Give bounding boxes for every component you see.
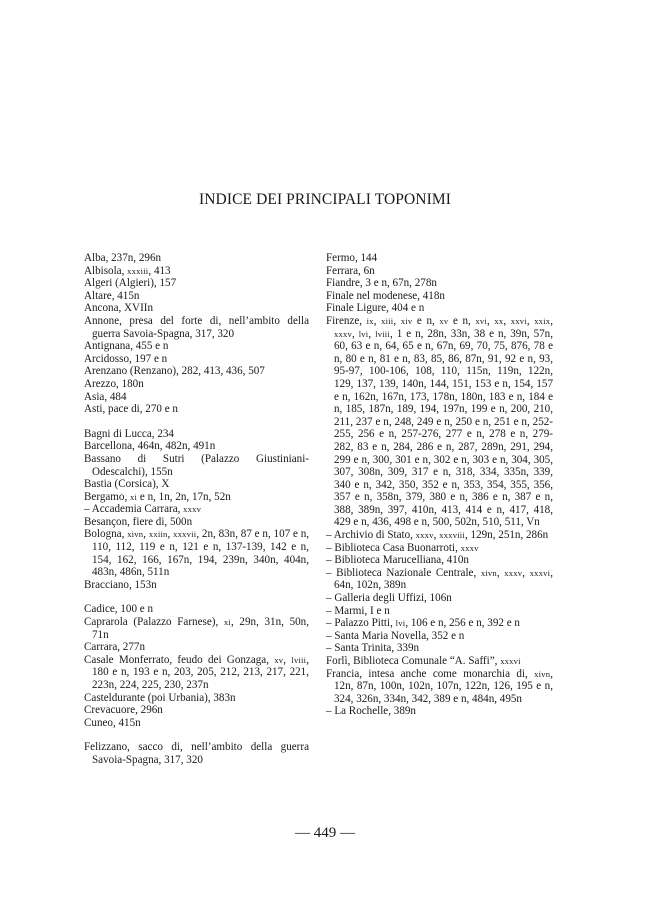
index-entry: Bologna, xivn, xxiin, xxxvii, 2n, 83n, 87 e n, 107 e n, 110, 112, 119 e n, 121 e n, 137-139, 142 e n, 154, 162, 166, 167n, 194, 239n, 340n, 404n, 483n, 486n, 511n (84, 528, 310, 579)
index-entry: Asia, 484 (84, 390, 127, 403)
index-entry: Arcidosso, 197 e n (84, 352, 168, 365)
index-entry: – Archivio di Stato, xxxv, xxxviii, 129n, 251n, 286n (326, 529, 549, 542)
index-entry: – La Rochelle, 389n (326, 705, 416, 718)
index-entry: Fermo, 144 (326, 252, 378, 264)
index-group-spacer (84, 416, 309, 428)
page-number: — 449 — (295, 825, 355, 841)
index-entry: Cadice, 100 e n (84, 603, 154, 616)
index-entry: Casale Monferrato, feudo dei Gonzaga, xv, lviii, 180 e n, 193 e n, 203, 205, 212, 213, 217, 221, 223n, 224, 225, 230, 237n (84, 653, 309, 691)
index-entry: Casteldurante (poi Urbania), 383n (84, 691, 236, 704)
index-entry: – Galleria degli Uffizi, 106n (326, 592, 452, 605)
index-entry: Finale Ligure, 404 e n (326, 302, 425, 315)
index-entry: Albisola, xxxiii, 413 (84, 264, 171, 277)
index-entry: Francia, intesa anche come monarchia di, xivn, 12n, 87n, 100n, 102n, 107n, 122n, 126, 195 e n, 324, 326n, 334n, 342, 389 e n, 484n, 495n (326, 667, 553, 705)
index-entry: Felizzano, sacco di, nell’ambito della guerra Savoia-Spagna, 317, 320 (84, 741, 309, 766)
index-entry: Annone, presa del forte di, nell’ambito della guerra Savoia-Spagna, 317, 320 (84, 314, 309, 340)
index-entry: Crevacuore, 296n (84, 704, 163, 717)
index-entry: – Santa Trinita, 339n (326, 642, 420, 655)
index-entry: Carrara, 277n (84, 641, 145, 654)
index-entry: Asti, pace di, 270 e n (84, 403, 178, 416)
index-group-spacer (84, 729, 309, 741)
index-column-right (326, 252, 553, 718)
index-entry: Bassano di Sutri (Palazzo Giustiniani-Odescalchi), 155n (84, 452, 309, 478)
index-entry: Fiandre, 3 e n, 67n, 278n (326, 277, 437, 290)
index-entry: Arezzo, 180n (84, 377, 144, 390)
index-entry: Caprarola (Palazzo Farnese), xi, 29n, 31n, 50n, 71n (84, 616, 309, 641)
index-entry: Altare, 415n (84, 289, 140, 302)
index-entry: Bergamo, xi e n, 1n, 2n, 17n, 52n (84, 490, 231, 503)
index-entry: Arenzano (Renzano), 282, 413, 436, 507 (84, 365, 265, 378)
index-entry: Cuneo, 415n (84, 716, 141, 729)
index-entry: Bracciano, 153n (84, 578, 157, 591)
index-entry: – Palazzo Pitti, lvi, 106 e n, 256 e n, 392 e n (326, 617, 520, 630)
index-entry: Ancona, XVIIn (84, 302, 154, 315)
index-entry: Besançon, fiere di, 500n (84, 515, 193, 528)
index-entry: – Marmi, I e n (326, 604, 390, 617)
index-entry: – Accademia Carrara, xxxv (84, 503, 202, 516)
index-entry: – Santa Maria Novella, 352 e n (326, 629, 465, 642)
index-entry: Alba, 237n, 296n (84, 252, 162, 264)
index-entry: Finale nel modenese, 418n (326, 289, 445, 302)
index-group-spacer (84, 591, 309, 603)
index-entry: Bastia (Corsica), X (84, 478, 170, 491)
index-entry: – Biblioteca Marucelliana, 410n (326, 554, 469, 567)
index-entry: Bagni di Lucca, 234 (84, 427, 174, 440)
index-entry: Forlì, Biblioteca Comunale “A. Saffi”, xxxvi (326, 655, 521, 667)
index-entry: – Biblioteca Casa Buonarroti, xxxv (326, 541, 479, 554)
page-title: INDICE DEI PRINCIPALI TOPONIMI (198, 191, 451, 208)
index-entry: Barcellona, 464n, 482n, 491n (84, 440, 216, 453)
index-column-left (84, 252, 309, 767)
index-entry: Firenze, ix, xiii, xiv e n, xv e n, xvi, xx, xxvi, xxix, xxxv, lvi, lviii, 1 e n, 28n, 33n, 38 e n, 39n, 57n, 60, 63 e n, 64, 65 e n, 67n, 69, 70, 75, 876, 78 e n, 80 e n, 81 e n, 83, 85, 86, 87n, 91, 92 e n, 93, 95-97, 100-106, 108, 110, 115n, 119n, 122n, 129, 137, 139, 140n, 144, 151, 153 e n, 154, 157 e n, 162n, 167n, 173, 178n, 180n, 183 e n, 184 e n, 185, 187n, 189, 194, 197n, 199 e n, 200, 210, 211, 237 e n, 248, 249 e n, 250 e n, 251 e n, 252-255, 256 e n, 257-276, 277 e n, 278 e n, 279-282, 83 e n, 284, 286 e n, 287, 289n, 291, 294, 299 e n, 300, 301 e n, 302 e n, 303 e n, 304, 305, 307, 308n, 309, 317 e n, 318, 334, 335n, 339, 340 e n, 342, 350, 352 e n, 353, 354, 355, 356, 357 e n, 358n, 379, 380 e n, 386 e n, 387 e n, 388, 389n, 397, 410n, 413, 414 e n, 417, 418, 429 e n, 436, 498 e n, 500, 502n, 510, 511, Vn (326, 314, 554, 529)
index-entry: Ferrara, 6n (326, 264, 375, 277)
index-entry: Antignana, 455 e n (84, 340, 169, 353)
index-entry: Algeri (Algieri), 157 (84, 277, 177, 290)
index-entry: – Biblioteca Nazionale Centrale, xivn, xxxv, xxxvi, 64n, 102n, 389n (326, 566, 554, 592)
